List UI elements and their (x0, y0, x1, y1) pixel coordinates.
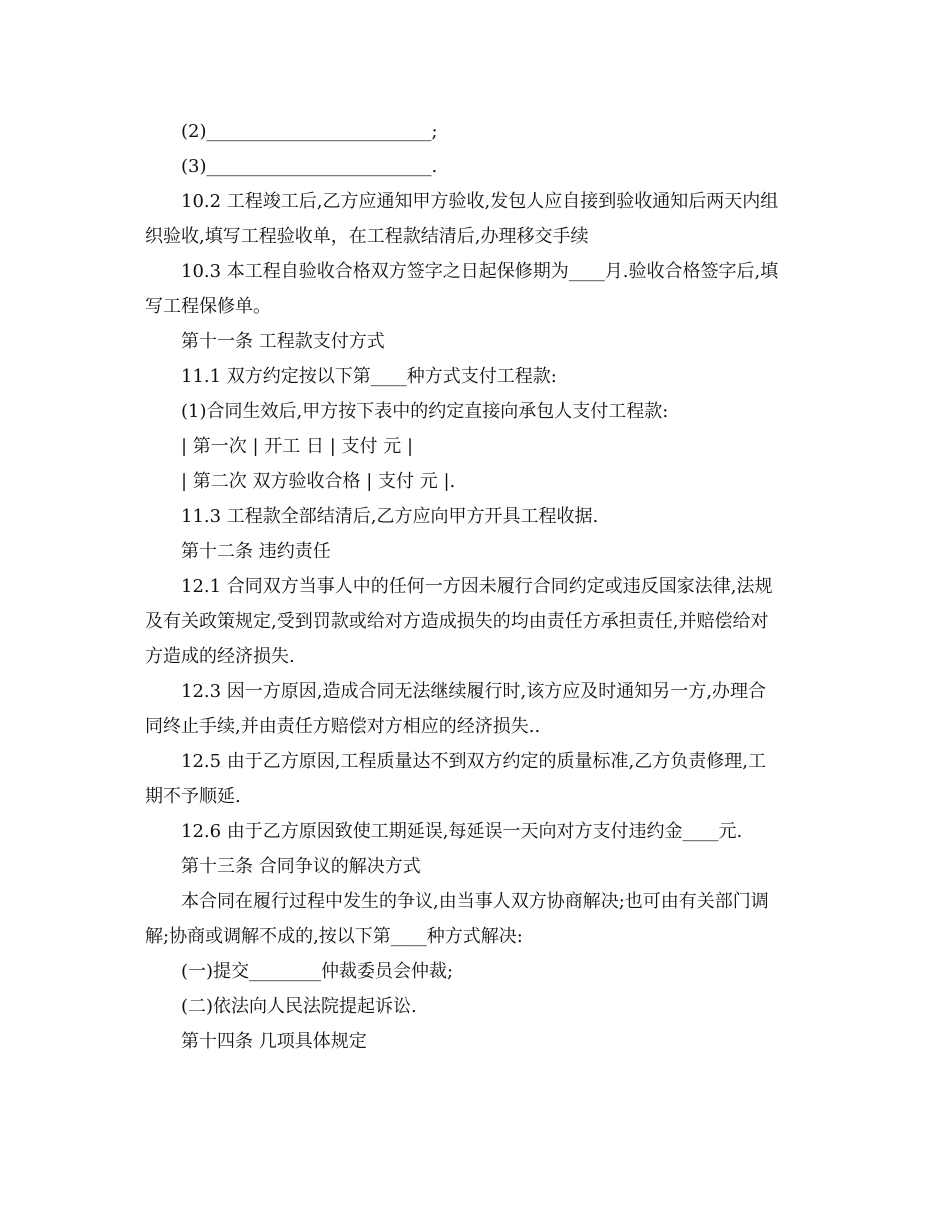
text-line: 及有关政策规定,受到罚款或给对方造成损失的均由责任方承担责任,并赔偿给对 (145, 611, 769, 632)
section-heading: 第十一条 工程款支付方式 (181, 331, 385, 352)
text-line: (一)提交________仲裁委员会仲裁; (181, 961, 454, 982)
text-line: 12.6 由于乙方原因致使工期延误,每延误一天向对方支付违约金____元. (181, 821, 743, 842)
text-line: (2)_________________________; (181, 121, 438, 142)
text-line: 12.3 因一方原因,造成合同无法继续履行时,该方应及时通知另一方,办理合 (181, 681, 766, 702)
text-line: (3)_________________________. (181, 156, 438, 177)
section-heading: 第十二条 违约责任 (181, 541, 331, 562)
text-line: 写工程保修单。 (145, 296, 271, 317)
table-row: | 第一次 | 开工 日 | 支付 元 | (181, 436, 414, 457)
text-line: 10.2 工程竣工后,乙方应通知甲方验收,发包人应自接到验收通知后两天内组 (181, 191, 779, 212)
text-line: 11.3 工程款全部结清后,乙方应向甲方开具工程收据. (181, 506, 599, 527)
text-line: 10.3 本工程自验收合格双方签字之日起保修期为____月.验收合格签字后,填 (181, 261, 779, 282)
text-line: 解;协商或调解不成的,按以下第____种方式解决: (145, 926, 523, 947)
text-line: (二)依法向人民法院提起诉讼. (181, 996, 417, 1017)
text-line: 12.5 由于乙方原因,工程质量达不到双方约定的质量标准,乙方负责修理,工 (181, 751, 766, 772)
text-line: 本合同在履行过程中发生的争议,由当事人双方协商解决;也可由有关部门调 (181, 891, 769, 912)
section-heading: 第十四条 几项具体规定 (181, 1031, 367, 1052)
text-line: 12.1 合同双方当事人中的任何一方因未履行合同约定或违反国家法律,法规 (181, 576, 773, 597)
text-line: 11.1 双方约定按以下第____种方式支付工程款: (181, 366, 557, 387)
text-line: 织验收,填写工程验收单，在工程款结清后,办理移交手续 (145, 226, 589, 247)
text-line: (1)合同生效后,甲方按下表中的约定直接向承包人支付工程款: (181, 401, 669, 422)
text-line: 期不予顺延. (145, 786, 241, 807)
text-line: 方造成的经济损失. (145, 646, 295, 667)
table-row: | 第二次 双方验收合格 | 支付 元 |. (181, 471, 456, 492)
text-line: 同终止手续,并由责任方赔偿对方相应的经济损失.. (145, 716, 541, 737)
document-body (145, 114, 805, 1059)
section-heading: 第十三条 合同争议的解决方式 (181, 856, 421, 877)
